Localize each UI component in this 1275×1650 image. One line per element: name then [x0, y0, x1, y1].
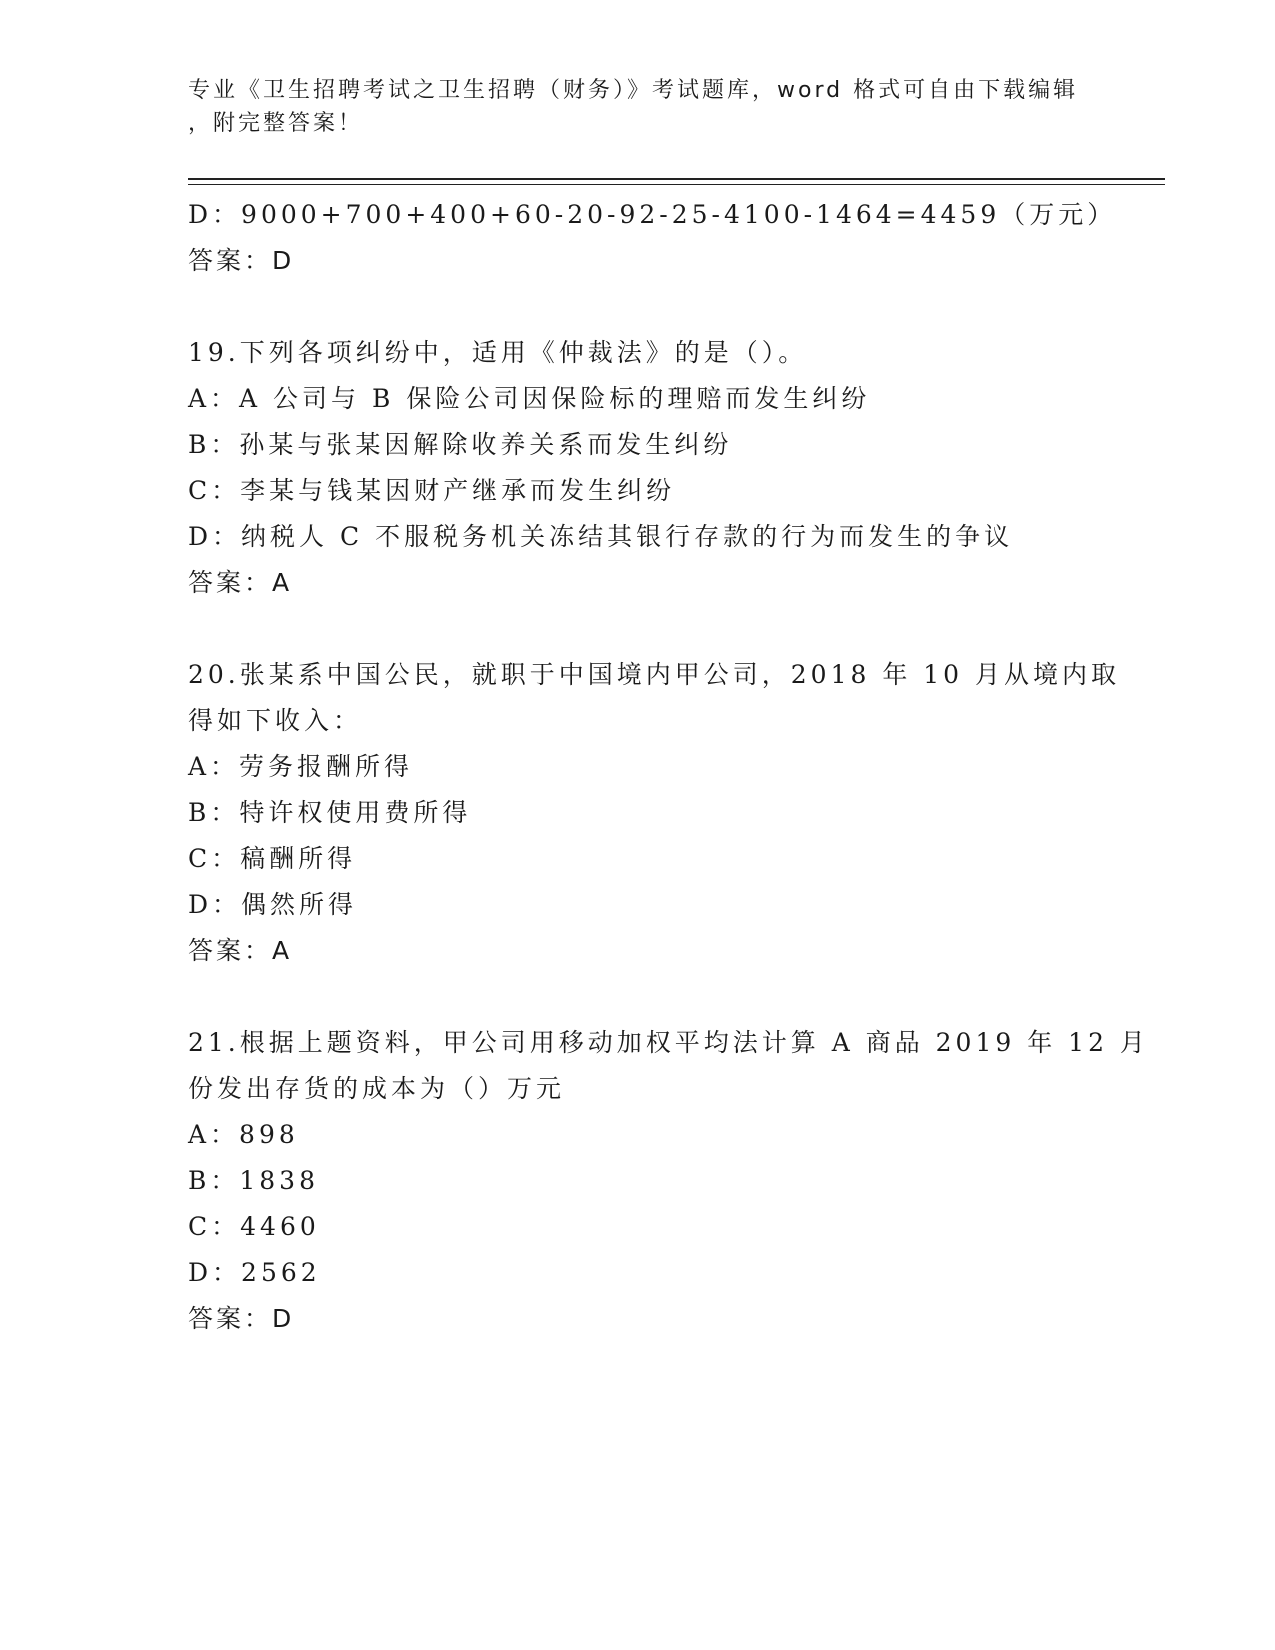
question-stem: 19.下列各项纠纷中，适用《仲裁法》的是（）。 [188, 338, 808, 367]
header-line-2: ，附完整答案！ [188, 111, 364, 136]
question-21 [188, 1020, 1149, 1342]
answer: 答案：A [188, 936, 293, 965]
option-d: D：2562 [188, 1258, 321, 1287]
question-20 [188, 652, 1121, 974]
header-line-1: 专业《卫生招聘考试之卫生招聘（财务）》考试题库，word 格式可自由下载编辑 [188, 78, 1079, 103]
question-stem-line-1: 20.张某系中国公民，就职于中国境内甲公司，2018 年 10 月从境内取 [188, 660, 1121, 689]
question-19 [188, 330, 1088, 606]
header-divider-thick [188, 178, 1165, 180]
header-divider-thin [188, 184, 1165, 185]
option-c: C：4460 [188, 1212, 320, 1241]
option-b: B：1838 [188, 1166, 319, 1195]
spacer [188, 974, 1088, 1020]
document-header [188, 74, 1088, 140]
option-d: D：纳税人 C 不服税务机关冻结其银行存款的行为而发生的争议 [188, 522, 1014, 551]
prev-answer: 答案：D [188, 246, 295, 275]
answer: 答案：D [188, 1304, 295, 1333]
option-a: A：A 公司与 B 保险公司因保险标的理赔而发生纠纷 [188, 384, 871, 413]
option-a: A：劳务报酬所得 [188, 752, 414, 781]
option-c: C：李某与钱某因财产继承而发生纠纷 [188, 476, 676, 505]
prev-option-d: D：9000+700+400+60-20-92-25-4100-1464=4459（万元） [188, 200, 1117, 229]
option-c: C：稿酬所得 [188, 844, 357, 873]
question-stem-line-2: 份发出存货的成本为（）万元 [188, 1074, 566, 1103]
spacer [188, 284, 1088, 330]
answer: 答案：A [188, 568, 293, 597]
option-b: B：孙某与张某因解除收养关系而发生纠纷 [188, 430, 733, 459]
option-d: D：偶然所得 [188, 890, 358, 919]
question-stem-line-1: 21.根据上题资料，甲公司用移动加权平均法计算 A 商品 2019 年 12 月 [188, 1028, 1149, 1057]
question-stem-line-2: 得如下收入： [188, 706, 363, 735]
option-b: B：特许权使用费所得 [188, 798, 472, 827]
question-list [188, 192, 1149, 1342]
spacer [188, 606, 1088, 652]
option-a: A：898 [188, 1120, 299, 1149]
